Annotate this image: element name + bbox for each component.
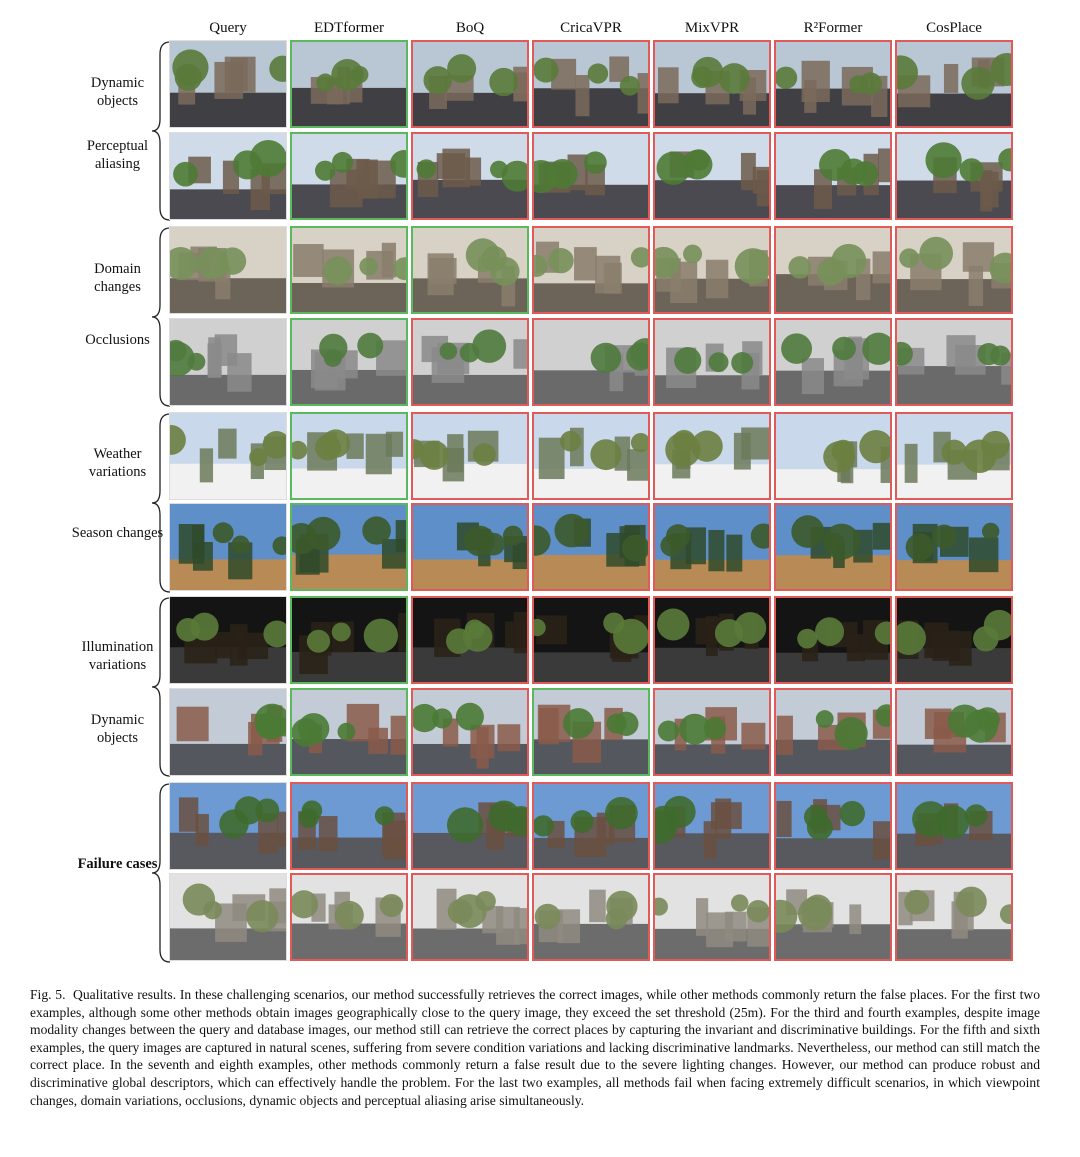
retrieved-image-wrong xyxy=(532,503,650,591)
photo-thumbnail xyxy=(655,598,769,682)
photo-thumbnail xyxy=(170,133,286,219)
photo-thumbnail xyxy=(776,414,890,498)
retrieved-image-wrong xyxy=(532,596,650,684)
retrieved-image-wrong xyxy=(411,873,529,961)
row-label-domain-changes: Domain changes xyxy=(94,261,141,295)
retrieved-image-wrong xyxy=(411,132,529,220)
retrieved-image-wrong xyxy=(653,412,771,500)
retrieved-image-wrong xyxy=(774,873,892,961)
photo-thumbnail xyxy=(655,690,769,774)
retrieved-image-wrong xyxy=(653,596,771,684)
query-image xyxy=(169,503,287,591)
row-label-occlusions: Occlusions xyxy=(85,332,150,348)
retrieved-image-wrong xyxy=(532,226,650,314)
row-label-season-changes: Season changes xyxy=(71,525,164,541)
photo-thumbnail xyxy=(897,320,1011,404)
retrieved-image-wrong xyxy=(653,40,771,128)
photo-thumbnail xyxy=(655,42,769,126)
retrieved-image-wrong xyxy=(895,412,1013,500)
photo-thumbnail xyxy=(413,42,527,126)
photo-thumbnail xyxy=(292,42,406,126)
caption-label: Fig. 5. xyxy=(30,987,66,1002)
retrieved-image-wrong xyxy=(774,596,892,684)
retrieved-image-wrong xyxy=(532,782,650,870)
photo-thumbnail xyxy=(292,320,406,404)
retrieved-image-wrong xyxy=(895,782,1013,870)
query-image xyxy=(169,40,287,128)
query-image xyxy=(169,596,287,684)
retrieved-image-correct xyxy=(290,318,408,406)
retrieved-image-correct xyxy=(290,412,408,500)
retrieved-image-wrong xyxy=(895,226,1013,314)
photo-thumbnail xyxy=(897,598,1011,682)
photo-thumbnail xyxy=(655,784,769,868)
retrieved-image-wrong xyxy=(653,318,771,406)
photo-thumbnail xyxy=(413,505,527,589)
photo-thumbnail xyxy=(655,228,769,312)
photo-thumbnail xyxy=(170,413,286,499)
retrieved-image-correct xyxy=(290,40,408,128)
retrieved-image-wrong xyxy=(411,318,529,406)
photo-thumbnail xyxy=(776,320,890,404)
photo-thumbnail xyxy=(776,784,890,868)
photo-thumbnail xyxy=(170,874,286,960)
photo-thumbnail xyxy=(897,42,1011,126)
photo-thumbnail xyxy=(655,414,769,498)
column-header-boq: BoQ xyxy=(455,20,485,36)
photo-thumbnail xyxy=(170,689,286,775)
retrieved-image-wrong xyxy=(774,132,892,220)
column-header-edtformer: EDTformer xyxy=(314,20,384,36)
query-image xyxy=(169,226,287,314)
photo-thumbnail xyxy=(897,505,1011,589)
column-header-r2former: R²Former xyxy=(803,20,863,36)
photo-thumbnail xyxy=(655,134,769,218)
photo-thumbnail xyxy=(170,319,286,405)
retrieved-image-wrong xyxy=(532,40,650,128)
photo-thumbnail xyxy=(776,598,890,682)
retrieved-image-correct xyxy=(290,596,408,684)
retrieved-image-wrong xyxy=(774,412,892,500)
row-label-weather-variations: Weather variations xyxy=(88,446,147,480)
photo-thumbnail xyxy=(655,875,769,959)
photo-thumbnail xyxy=(776,875,890,959)
photo-thumbnail xyxy=(534,690,648,774)
retrieved-image-wrong xyxy=(532,318,650,406)
row-label-dynamic-objects: Dynamic objects xyxy=(90,75,145,109)
retrieved-image-wrong xyxy=(895,318,1013,406)
photo-thumbnail xyxy=(776,134,890,218)
retrieved-image-wrong xyxy=(774,503,892,591)
photo-thumbnail xyxy=(413,228,527,312)
retrieved-image-wrong xyxy=(411,40,529,128)
photo-thumbnail xyxy=(534,505,648,589)
photo-thumbnail xyxy=(170,227,286,313)
photo-thumbnail xyxy=(897,875,1011,959)
retrieved-image-wrong xyxy=(774,318,892,406)
photo-thumbnail xyxy=(655,505,769,589)
photo-thumbnail xyxy=(413,690,527,774)
retrieved-image-wrong xyxy=(653,782,771,870)
photo-thumbnail xyxy=(534,42,648,126)
retrieved-image-correct xyxy=(411,226,529,314)
retrieved-image-wrong xyxy=(290,782,408,870)
query-image xyxy=(169,873,287,961)
photo-thumbnail xyxy=(897,690,1011,774)
photo-thumbnail xyxy=(292,784,406,868)
column-header-cricavpr: CricaVPR xyxy=(560,20,622,36)
retrieved-image-correct xyxy=(290,226,408,314)
photo-thumbnail xyxy=(534,784,648,868)
retrieved-image-wrong xyxy=(895,40,1013,128)
row-label-dynamic-objects-2: Dynamic objects xyxy=(90,712,145,746)
retrieved-image-correct xyxy=(532,688,650,776)
retrieved-image-wrong xyxy=(895,503,1013,591)
photo-thumbnail xyxy=(534,320,648,404)
query-image xyxy=(169,318,287,406)
retrieved-image-wrong xyxy=(411,782,529,870)
column-header-mixvpr: MixVPR xyxy=(684,20,740,36)
photo-thumbnail xyxy=(170,41,286,127)
photo-thumbnail xyxy=(655,320,769,404)
retrieved-image-wrong xyxy=(290,873,408,961)
photo-thumbnail xyxy=(413,875,527,959)
retrieved-image-wrong xyxy=(653,688,771,776)
photo-thumbnail xyxy=(170,504,286,590)
photo-thumbnail xyxy=(413,134,527,218)
photo-thumbnail xyxy=(776,42,890,126)
photo-thumbnail xyxy=(534,598,648,682)
photo-thumbnail xyxy=(534,875,648,959)
retrieved-image-wrong xyxy=(411,596,529,684)
photo-thumbnail xyxy=(897,414,1011,498)
retrieved-image-wrong xyxy=(895,596,1013,684)
photo-thumbnail xyxy=(413,414,527,498)
query-image xyxy=(169,132,287,220)
retrieved-image-correct xyxy=(290,688,408,776)
photo-thumbnail xyxy=(776,228,890,312)
photo-thumbnail xyxy=(776,505,890,589)
figure-caption xyxy=(30,986,1040,1109)
query-image xyxy=(169,688,287,776)
retrieved-image-wrong xyxy=(653,503,771,591)
column-header-cosplace: CosPlace xyxy=(926,20,982,36)
retrieved-image-wrong xyxy=(653,873,771,961)
retrieved-image-correct xyxy=(290,503,408,591)
photo-thumbnail xyxy=(897,784,1011,868)
retrieved-image-correct xyxy=(290,132,408,220)
row-label-illumination-variations: Illumination variations xyxy=(81,639,154,673)
photo-thumbnail xyxy=(534,414,648,498)
retrieved-image-wrong xyxy=(653,132,771,220)
photo-thumbnail xyxy=(776,690,890,774)
retrieved-image-wrong xyxy=(532,132,650,220)
photo-thumbnail xyxy=(897,134,1011,218)
retrieved-image-wrong xyxy=(653,226,771,314)
photo-thumbnail xyxy=(413,784,527,868)
row-label-failure-cases: Failure cases xyxy=(77,856,158,872)
photo-thumbnail xyxy=(292,414,406,498)
retrieved-image-wrong xyxy=(895,132,1013,220)
photo-thumbnail xyxy=(534,134,648,218)
retrieved-image-wrong xyxy=(532,873,650,961)
photo-thumbnail xyxy=(292,134,406,218)
retrieved-image-wrong xyxy=(774,40,892,128)
photo-thumbnail xyxy=(534,228,648,312)
photo-thumbnail xyxy=(292,690,406,774)
photo-thumbnail xyxy=(292,875,406,959)
retrieved-image-wrong xyxy=(774,226,892,314)
retrieved-image-wrong xyxy=(774,688,892,776)
photo-thumbnail xyxy=(292,598,406,682)
retrieved-image-wrong xyxy=(532,412,650,500)
photo-thumbnail xyxy=(292,505,406,589)
retrieved-image-wrong xyxy=(411,688,529,776)
row-label-perceptual-aliasing: Perceptual aliasing xyxy=(86,138,149,172)
query-image xyxy=(169,412,287,500)
photo-thumbnail xyxy=(413,320,527,404)
column-header-query: Query xyxy=(209,20,247,36)
retrieved-image-wrong xyxy=(411,412,529,500)
retrieved-image-wrong xyxy=(411,503,529,591)
photo-thumbnail xyxy=(292,228,406,312)
caption-text: Qualitative results. In these challenging scenarios, our method successfully retrieves the correct images, while other methods commonly return the false places. For the first two examples, although some other methods obtain images geographically close to the query image, they exceed the set threshold (25m). For the third and fourth examples, despite image modality changes between the query and database images, our method still can retrieve the correct places by capturing the invariant and discriminative buildings. For the fifth and sixth examples, the query images are captured in natural scenes, suffering from severe condition variations and lacking discriminative landmarks. Nevertheless, our method can still match the correct place. In the seventh and eighth examples, other methods commonly return a false result due to the severe lighting changes. However, our method can produce robust and discriminative global descriptors, which can effectively handle the problem. For the last two examples, all methods fail when facing extremely difficult scenarios, in which viewpoint changes, domain variations, occlusions, dynamic objects and perceptual aliasing arise simultaneously. xyxy=(30,987,1040,1108)
retrieved-image-wrong xyxy=(774,782,892,870)
retrieved-image-wrong xyxy=(895,688,1013,776)
photo-thumbnail xyxy=(170,597,286,683)
photo-thumbnail xyxy=(170,783,286,869)
query-image xyxy=(169,782,287,870)
photo-thumbnail xyxy=(413,598,527,682)
photo-thumbnail xyxy=(897,228,1011,312)
retrieved-image-wrong xyxy=(895,873,1013,961)
